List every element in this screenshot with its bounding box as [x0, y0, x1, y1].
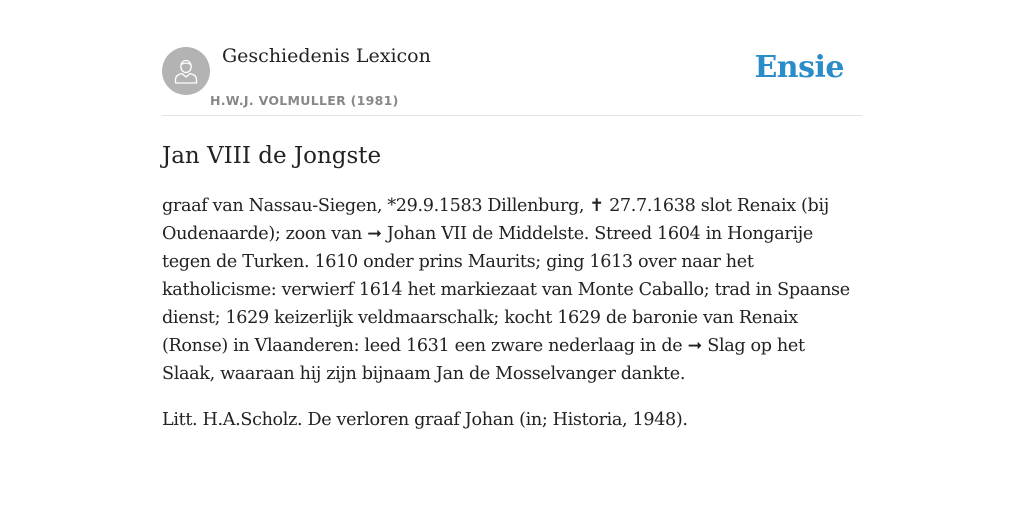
crossref-link-label: Slag op het Slaak	[162, 336, 805, 384]
entry-title: Jan VIII de Jongste	[162, 143, 382, 169]
text-segment: graaf van Nassau-Siegen, *29.9.1583 Dillenburg,	[162, 196, 590, 216]
source-author: H.W.J. VOLMULLER (1981)	[210, 93, 399, 108]
death-cross-icon: ✝	[589, 196, 604, 216]
user-icon	[171, 56, 201, 86]
crossref-link-johan-vii[interactable]	[367, 224, 584, 244]
text-segment: 27.7.1638 slot Renaix (bij Oudenaarde); zoon van	[162, 196, 829, 244]
arrow-right-icon: ➞	[367, 224, 382, 244]
text-segment: , waaraan hij zijn bijnaam Jan de Mosselvanger dankte.	[209, 364, 686, 384]
ensie-logo[interactable]: Ensie	[754, 50, 844, 85]
source-header	[162, 0, 862, 116]
text-segment: . Streed 1604 in Hongarije tegen de Turken. 1610 onder prins Maurits; ging 1613 over naar het katholicisme: verwierf 1614 het markiezaat van Monte Caballo; trad in Spaanse dienst; 1629 keizerlijk veldmaarschalk; kocht 1629 de baronie van Renaix (Ronse) in Vlaanderen: leed 1631 een zware nederlaag in de	[162, 224, 850, 356]
arrow-right-icon: ➞	[687, 336, 702, 356]
entry-body	[162, 192, 862, 434]
page	[162, 0, 862, 452]
source-title[interactable]: Geschiedenis Lexicon	[222, 45, 431, 67]
crossref-link-label: Johan VII de Middelste	[381, 224, 584, 244]
literature-reference: Litt. H.A.Scholz. De verloren graaf Johan (in; Historia, 1948).	[162, 410, 688, 430]
entry-paragraph	[162, 192, 862, 388]
avatar[interactable]	[162, 47, 210, 95]
